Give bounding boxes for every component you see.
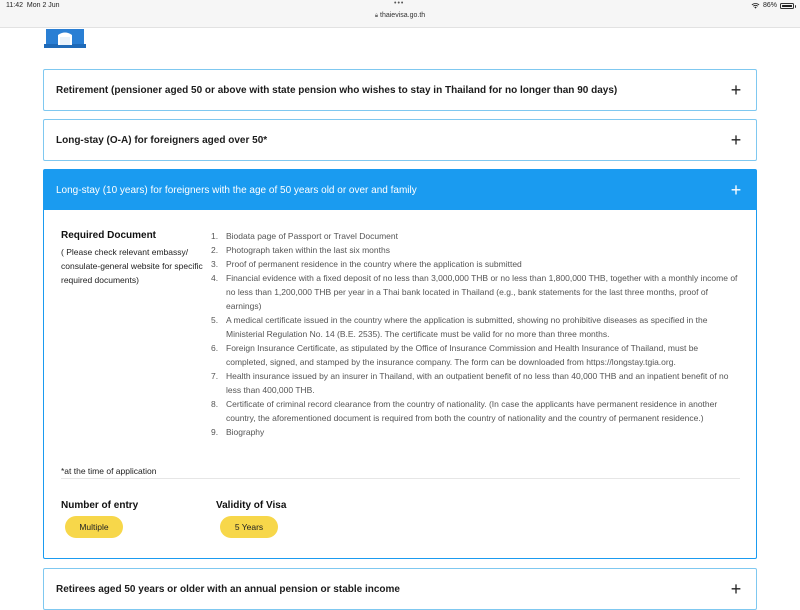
accordion-retirees-pension	[43, 568, 757, 610]
list-item: 3. Proof of permanent residence in the country where the application is submitted	[211, 259, 522, 269]
required-document-title: Required Document	[61, 230, 157, 241]
accordion-header[interactable]	[44, 70, 756, 110]
validity-label: Validity of Visa	[216, 500, 287, 511]
lock-icon: 🔒︎	[374, 13, 379, 19]
plus-icon[interactable]: +	[730, 80, 742, 100]
accordion-title: Retirement (pensioner aged 50 or above with state pension who wishes to stay in Thailand for no longer than 90 days)	[56, 84, 618, 96]
divider	[61, 478, 740, 479]
status-indicators	[751, 2, 794, 9]
status-time: 11:42 Mon 2 Jun	[6, 2, 60, 9]
accordion-header[interactable]	[44, 120, 756, 160]
more-dots-icon[interactable]: •••	[394, 0, 405, 7]
accordion-retirement-90-days	[43, 69, 757, 111]
list-item: 4. Financial evidence with a fixed deposit of no less than 3,000,000 THB or no less than 1,800,000 THB, together with a monthly income of no less than 1,200,000 THB per year in a Thai bank located in Thailand (e.g., bank statements for the last three months, proof of earnings)	[211, 273, 738, 311]
number-of-entry-label: Number of entry	[61, 500, 139, 511]
accordion-long-stay-10-years	[43, 169, 757, 559]
battery-percent: 86%	[762, 2, 777, 9]
list-item: 2. Photograph taken within the last six months	[211, 245, 390, 255]
list-item: 8. Certificate of criminal record clearance from the country of nationality. (In case the applicants have permanent residence in another country, the aforementioned document is required from both the country of nationality and the country of permanent residence.)	[211, 399, 718, 423]
required-document-list	[211, 229, 741, 439]
list-item: 9. Biography	[211, 427, 265, 437]
accordion-title: Long-stay (10 years) for foreigners with the age of 50 years old or over and family	[56, 184, 417, 196]
required-document-note: ( Please check relevant embassy/ consulate-general website for specific required documents)	[61, 247, 203, 285]
accordion-header[interactable]	[44, 569, 756, 609]
address-bar[interactable]: 🔒︎ thaievisa.go.th	[374, 12, 426, 19]
list-item: 6. Foreign Insurance Certificate, as stipulated by the Office of Insurance Commission and Health Insurance of Thailand, must be completed, signed, and stamped by the insurance company. The form can be downloaded from https://longstay.tgia.org.	[211, 343, 699, 367]
list-item: 5. A medical certificate issued in the country where the application is submitted, showing no prohibitive diseases as specified in the Ministerial Regulation No. 14 (B.E. 2535). The certificate must be valid for no more than three months.	[211, 315, 708, 339]
list-item: 7. Health insurance issued by an insurer in Thailand, with an outpatient benefit of no less than 40,000 THB and an inpatient benefit of no less than 400,000 THB.	[211, 371, 729, 395]
accordion-title: Long-stay (O-A) for foreigners aged over 50*	[56, 134, 268, 146]
wifi-icon	[751, 3, 760, 9]
accordion-title: Retirees aged 50 years or older with an annual pension or stable income	[56, 583, 400, 595]
validity-badge: 5 Years	[220, 516, 278, 538]
battery-icon	[780, 3, 794, 9]
footnote: *at the time of application	[61, 466, 157, 476]
plus-icon[interactable]: +	[730, 180, 742, 200]
accordion-long-stay-oa	[43, 119, 757, 161]
accordion-header[interactable]	[44, 170, 756, 210]
number-of-entry-badge: Multiple	[65, 516, 123, 538]
plus-icon[interactable]: +	[730, 130, 742, 150]
list-item: 1. Biodata page of Passport or Travel Document	[211, 231, 398, 241]
plus-icon[interactable]: +	[730, 579, 742, 599]
building-icon	[44, 29, 86, 48]
browser-status-bar	[0, 0, 800, 28]
accordion-body	[44, 210, 756, 558]
